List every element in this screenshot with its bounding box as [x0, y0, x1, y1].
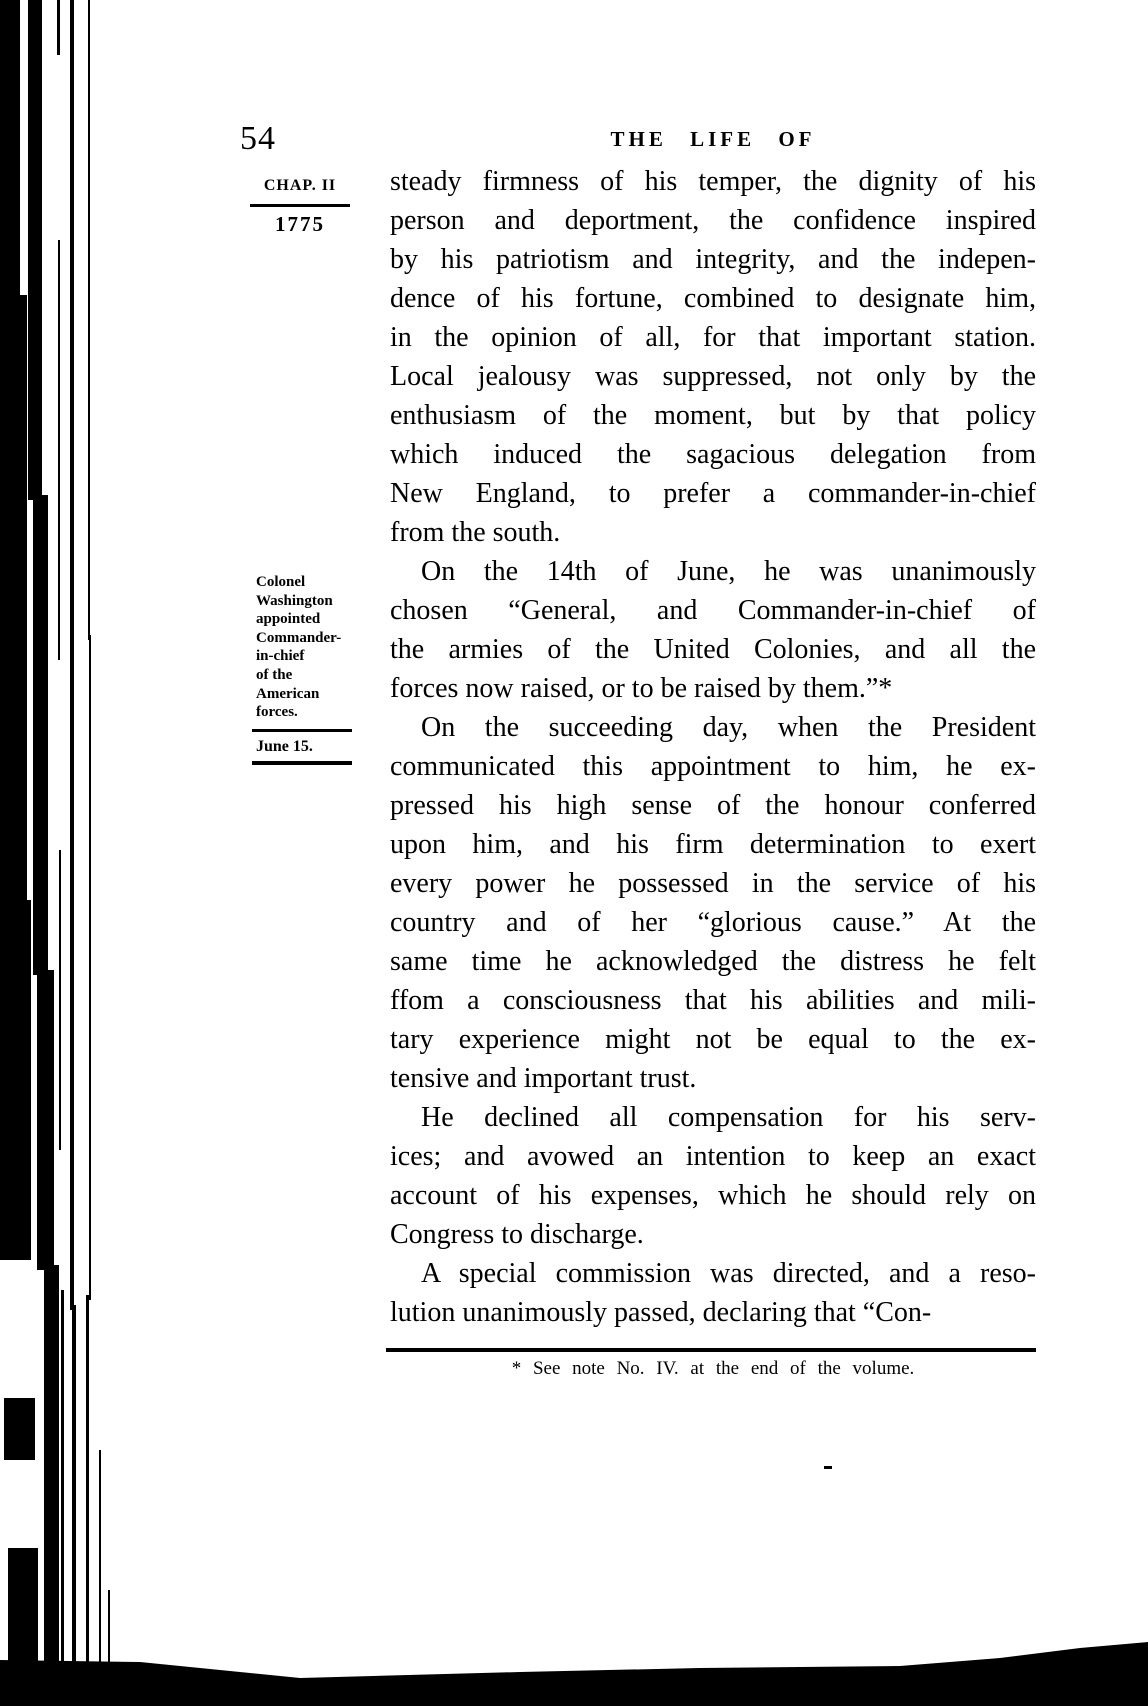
running-header: THE LIFE OF [610, 127, 816, 151]
body-line: steady firmness of his temper, the dignity of his [390, 166, 1036, 197]
body-line: dence of his fortune, combined to designate him, [390, 283, 1036, 314]
body-line: forces now raised, or to be raised by them.”* [390, 673, 893, 704]
body-line: account of his expenses, which he should rely on [390, 1180, 1036, 1211]
body-line: from the south. [390, 517, 561, 548]
body-line: ices; and avowed an intention to keep an exact [390, 1141, 1036, 1172]
scan-artifact [4, 1398, 35, 1460]
scan-artifact [0, 295, 27, 905]
body-line: the armies of the United Colonies, and all the [390, 634, 1036, 665]
body-line: On the 14th of June, he was unanimously [421, 556, 1036, 587]
body-line: pressed his high sense of the honour conferred [390, 790, 1036, 821]
chapter-rule [250, 204, 350, 207]
side-note-line: of the [256, 666, 293, 683]
scan-artifact [72, 1305, 76, 1706]
body-line: Local jealousy was suppressed, not only by the [390, 361, 1036, 392]
body-line: lution unanimously passed, declaring that “Con- [390, 1297, 932, 1328]
scan-artifact [37, 970, 54, 1270]
scan-artifact [61, 1290, 64, 1706]
scan-artifact [824, 1466, 832, 1469]
side-note-line: Commander- [256, 629, 342, 646]
side-note-line: American [256, 685, 320, 702]
body-line: New England, to prefer a commander-in-chief [390, 478, 1036, 509]
scan-artifact [88, 0, 90, 640]
scan-artifact [59, 850, 61, 1150]
body-line: person and deportment, the confidence inspired [390, 205, 1036, 236]
body-line: in the opinion of all, for that important station. [390, 322, 1036, 353]
body-line: every power he possessed in the service of his [390, 868, 1036, 899]
scan-artifact [0, 0, 20, 302]
scan-artifact [33, 495, 48, 975]
scan-artifact [28, 0, 42, 500]
body-line: by his patriotism and integrity, and the indepen- [390, 244, 1036, 275]
scan-artifact [57, 0, 60, 55]
scan-artifact [86, 1295, 89, 1706]
body-line: communicated this appointment to him, he ex- [390, 751, 1036, 782]
footnote-text: * See note No. IV. at the end of the volume. [511, 1358, 915, 1379]
body-line: chosen “General, and Commander-in-chief of [390, 595, 1036, 626]
side-note-line: in-chief [256, 648, 305, 665]
side-note-line: Colonel [256, 574, 306, 590]
side-note-line: Washington [256, 592, 333, 609]
scan-artifact [58, 240, 60, 660]
body-line: tensive and important trust. [390, 1063, 697, 1094]
date-note-block [252, 729, 352, 765]
body-line: ffom a consciousness that his abilities and mili- [390, 985, 1036, 1016]
body-line: Congress to discharge. [390, 1219, 644, 1250]
body-text [390, 162, 1036, 1332]
side-note-line: appointed [256, 611, 321, 628]
body-line: enthusiasm of the moment, but by that policy [390, 400, 1036, 431]
page-number: 54 [240, 120, 276, 157]
scan-artifact [0, 900, 31, 1260]
footnote-rule [386, 1348, 1036, 1352]
body-line: A special commission was directed, and a reso- [421, 1258, 1036, 1289]
scan-artifact [89, 635, 91, 1300]
date-note-rule-bottom [252, 761, 352, 765]
side-note-line: forces. [256, 704, 298, 721]
body-line: which induced the sagacious delegation from [390, 439, 1036, 470]
chapter-block [250, 177, 350, 237]
date-note: June 15. [256, 738, 313, 755]
body-line: country and of her “glorious cause.” At the [390, 907, 1036, 938]
body-line: On the succeeding day, when the President [421, 712, 1036, 743]
scan-artifact [70, 0, 74, 1310]
body-line: He declined all compensation for his serv- [421, 1102, 1036, 1133]
chapter-year: 1775 [275, 212, 325, 236]
scan-artifact [44, 1265, 59, 1706]
body-line: upon him, and his firm determination to exert [390, 829, 1036, 860]
body-line: tary experience might not be equal to the ex- [390, 1024, 1036, 1055]
side-note-appointment [256, 573, 360, 722]
chapter-label: CHAP. II [263, 177, 337, 194]
body-line: same time he acknowledged the distress he felt [390, 946, 1036, 977]
scan-artifact-bottom-bar [0, 1630, 1148, 1706]
